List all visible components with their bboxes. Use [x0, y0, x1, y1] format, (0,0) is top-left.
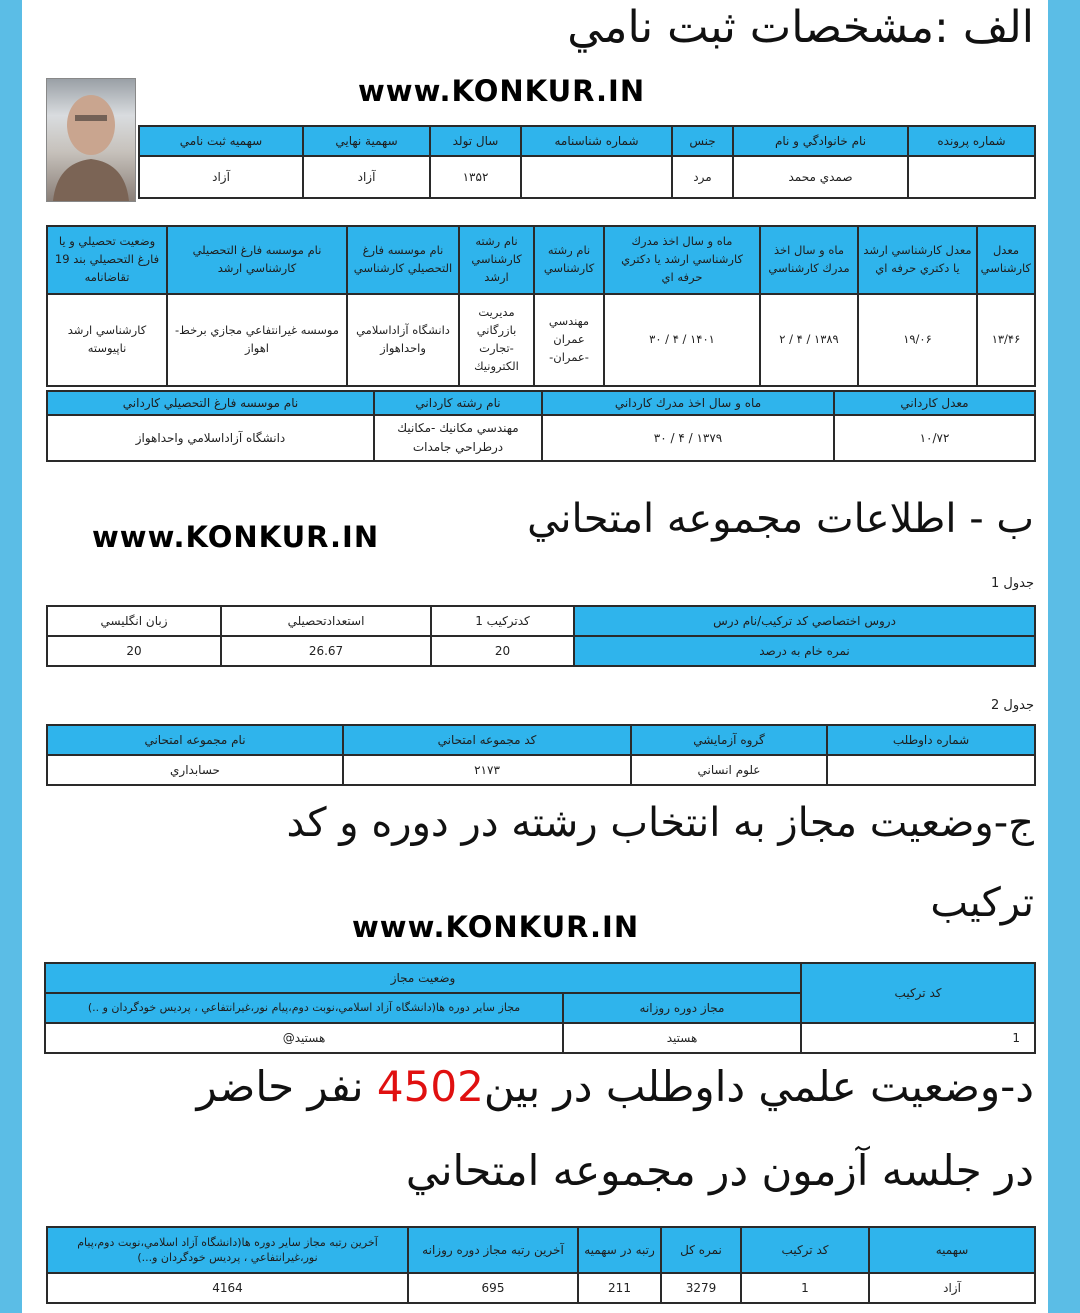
associate-institute-value: دانشگاه آزاداسلامي واحداهواز — [47, 415, 374, 461]
col-quota-rank: رتبه در سهميه — [578, 1227, 661, 1273]
associate-table — [46, 390, 1036, 462]
col-bachelor-date: ماه و سال اخذ مدرك كارشناسي — [760, 226, 858, 294]
col-last-other-rank: آخرين رتبه مجاز ساير دوره ها(دانشگاه آزاد اسلامي،نوبت دوم،پيام نور،غيرانتفاعي ، پرديس خودگردان و...) — [47, 1227, 408, 1273]
master-gpa-value: ۱۹/۰۶ — [858, 294, 977, 386]
col-exam-set-code: كد مجموعه امتحاني — [343, 725, 631, 755]
file-number-value — [908, 156, 1035, 198]
bachelor-gpa-value: ۱۳/۴۶ — [977, 294, 1035, 386]
row-header-raw-score: نمره خام به درصد — [574, 636, 1035, 666]
col-final-quota: سهمية نهايي — [303, 126, 430, 156]
quota-rank-value: 211 — [578, 1273, 661, 1303]
quota-value: آزاد — [869, 1273, 1035, 1303]
master-field-value: مديريت بازرگاني -تجارت الكترونيك — [459, 294, 534, 386]
col-associate-institute: نام موسسه فارغ التحصيلي كارداني — [47, 391, 374, 415]
col-total-score: نمره كل — [661, 1227, 741, 1273]
col-associate-date: ماه و سال اخذ مدرك كارداني — [542, 391, 834, 415]
participant-count: 4502 — [376, 1062, 484, 1111]
col-daytime-eligible: مجاز دوره روزانه — [563, 993, 801, 1023]
result-page — [22, 0, 1048, 1313]
table-2-caption: جدول 2 — [991, 698, 1034, 713]
col-eligibility-status: وضعيت مجاز — [45, 963, 801, 993]
watermark: www.KONKUR.IN — [92, 520, 380, 554]
exam-group-value: علوم انساني — [631, 755, 827, 785]
watermark: www.KONKUR.IN — [352, 910, 640, 944]
col-other-eligible: مجاز ساير دوره ها(دانشگاه آزاد اسلامي،نوبت دوم،پيام نور،غيرانتفاعي ، پرديس خودگردان و ..) — [45, 993, 563, 1023]
ranking-table — [46, 1226, 1036, 1304]
personal-info-table — [138, 125, 1036, 199]
col-candidate-number: شماره داوطلب — [827, 725, 1035, 755]
candidate-photo — [46, 78, 136, 202]
col-gender: جنس — [672, 126, 733, 156]
candidate-number-value — [827, 755, 1035, 785]
id-number-value — [521, 156, 672, 198]
english-score-value: 20 — [47, 636, 221, 666]
master-date-value: ۱۴۰۱ / ۴ / ۳۰ — [604, 294, 760, 386]
final-quota-value: آزاد — [303, 156, 430, 198]
section-d-title-suffix: نفر حاضر — [196, 1062, 377, 1111]
col-full-name: نام خانوادگي و نام — [733, 126, 908, 156]
col-registered-quota: سهميه ثبت نامي — [139, 126, 303, 156]
col-master-gpa: معدل كارشناسي ارشد يا دكتري حرفه اي — [858, 226, 977, 294]
combo-code-value: 1 — [741, 1273, 869, 1303]
col-bachelor-institute: نام موسسه فارغ التحصيلي كارشناسي — [347, 226, 459, 294]
col-bachelor-gpa: معدل كارشناسي — [977, 226, 1035, 294]
col-education-status: وضعيت تحصيلي و يا فارغ التحصيلي بند 19 تقاضانامه — [47, 226, 167, 294]
col-id-number: شماره شناسنامه — [521, 126, 672, 156]
combo-code-value: 1 — [801, 1023, 1035, 1053]
col-file-number: شماره پرونده — [908, 126, 1035, 156]
aptitude-score-value: 26.67 — [221, 636, 431, 666]
col-exam-set-name: نام مجموعه امتحاني — [47, 725, 343, 755]
col-quota: سهميه — [869, 1227, 1035, 1273]
exam-set-code-value: ۲۱۷۳ — [343, 755, 631, 785]
col-master-institute: نام موسسه فارغ التحصيلي كارشناسي ارشد — [167, 226, 347, 294]
col-combo-code: كدتركيب 1 — [431, 606, 574, 636]
associate-field-value: مهندسي مكانيك -مكانيك درطراحي جامدات — [374, 415, 542, 461]
col-last-daytime-rank: آخرين رتبه مجاز دوره روزانه — [408, 1227, 578, 1273]
table-1-caption: جدول 1 — [991, 576, 1034, 591]
person-photo-icon — [47, 79, 135, 201]
section-c-title-line2: تركيب — [930, 880, 1034, 926]
section-d-title — [197, 1062, 1035, 1111]
eligibility-table — [44, 962, 1036, 1054]
section-d-title-line2: در جلسه آزمون در مجموعه امتحاني — [405, 1146, 1034, 1195]
section-c-title: ج-وضعيت مجاز به انتخاب رشته در دوره و كد — [286, 800, 1034, 846]
row-header-course: دروس اختصاصي كد تركيب/نام درس — [574, 606, 1035, 636]
col-birth-year: سال تولد — [430, 126, 521, 156]
section-a-title: الف :مشخصات ثبت نامي — [567, 2, 1034, 53]
education-table — [46, 225, 1036, 387]
daytime-eligible-value: هستيد — [563, 1023, 801, 1053]
section-d-title-prefix: د-وضعيت علمي داوطلب در بين — [483, 1062, 1034, 1111]
birth-year-value: ۱۳۵۲ — [430, 156, 521, 198]
last-daytime-rank-value: 695 — [408, 1273, 578, 1303]
associate-gpa-value: ۱۰/۷۲ — [834, 415, 1035, 461]
col-combo-code: كد تركيب — [801, 963, 1035, 1023]
col-combo-code: كد تركيب — [741, 1227, 869, 1273]
col-associate-gpa: معدل كارداني — [834, 391, 1035, 415]
last-other-rank-value: 4164 — [47, 1273, 408, 1303]
education-status-value: كارشناسي ارشد ناپيوسته — [47, 294, 167, 386]
bachelor-institute-value: دانشگاه آزاداسلامي واحداهواز — [347, 294, 459, 386]
watermark: www.KONKUR.IN — [358, 74, 646, 108]
master-institute-value: موسسه غيرانتفاعي مجازي برخط-اهواز — [167, 294, 347, 386]
col-bachelor-field: نام رشته كارشناسي — [534, 226, 604, 294]
col-master-date: ماه و سال اخذ مدرك كارشناسي ارشد يا دكتري حرفه اي — [604, 226, 760, 294]
associate-date-value: ۱۳۷۹ / ۴ / ۳۰ — [542, 415, 834, 461]
col-aptitude: استعدادتحصيلي — [221, 606, 431, 636]
exam-scores-table — [46, 605, 1036, 667]
registered-quota-value: آزاد — [139, 156, 303, 198]
combo-score-value: 20 — [431, 636, 574, 666]
gender-value: مرد — [672, 156, 733, 198]
bachelor-field-value: مهندسي عمران -عمران- — [534, 294, 604, 386]
section-b-title: ب - اطلاعات مجموعه امتحاني — [527, 496, 1034, 542]
col-master-field: نام رشته كارشناسي ارشد — [459, 226, 534, 294]
exam-set-name-value: حسابداري — [47, 755, 343, 785]
col-associate-field: نام رشته كارداني — [374, 391, 542, 415]
exam-group-table — [46, 724, 1036, 786]
bachelor-date-value: ۱۳۸۹ / ۴ / ۲ — [760, 294, 858, 386]
col-english: زبان انگليسي — [47, 606, 221, 636]
total-score-value: 3279 — [661, 1273, 741, 1303]
full-name-value: صمدي محمد — [733, 156, 908, 198]
col-exam-group: گروه آزمايشي — [631, 725, 827, 755]
other-eligible-value: هستيد@ — [45, 1023, 563, 1053]
